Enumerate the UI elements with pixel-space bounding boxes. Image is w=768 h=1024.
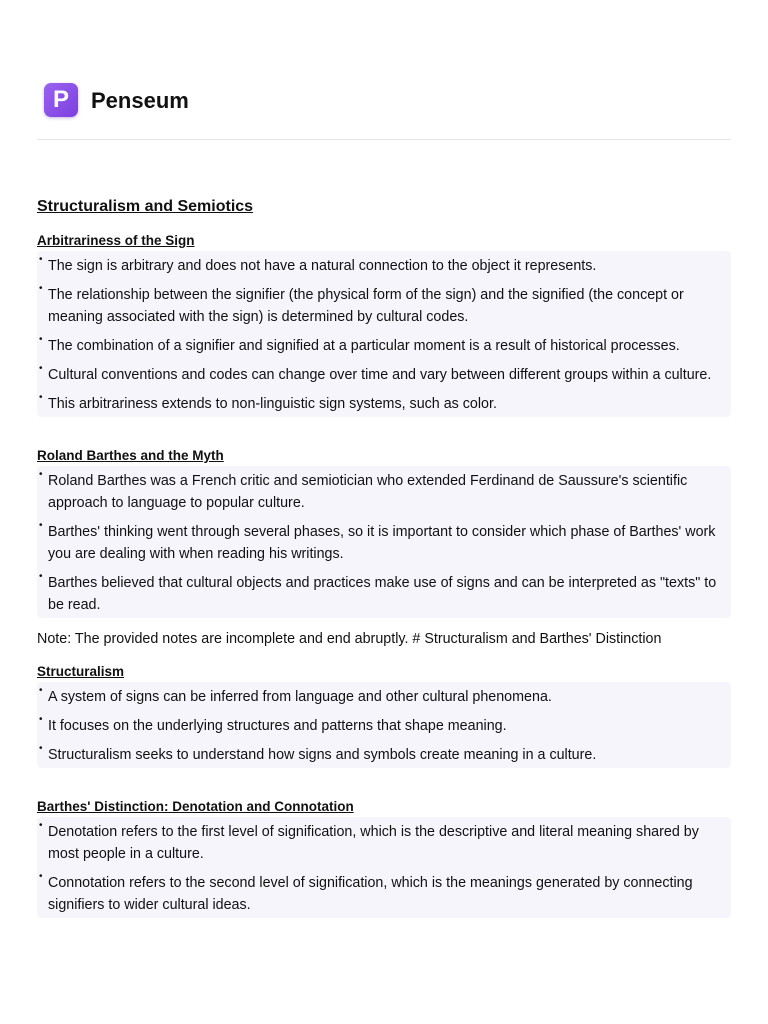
section-heading-structuralism: Structuralism (37, 664, 125, 679)
list-item-text: The sign is arbitrary and does not have a natural connection to the object it represents. (48, 258, 597, 274)
list-item-text: Roland Barthes was a French critic and semiotician who extended Ferdinand de Saussure's scientific approach to language to popular culture. (48, 473, 688, 511)
list-item (39, 392, 721, 415)
document-title: Structuralism and Semiotics (37, 198, 254, 215)
list-item-text: Barthes believed that cultural objects and practices make use of signs and can be interpreted as "texts" to be read. (48, 575, 717, 613)
list-item-text: The combination of a signifier and signified at a particular moment is a result of historical processes. (48, 338, 680, 354)
list-item (39, 469, 721, 514)
bullet-icon: • (39, 820, 43, 831)
section-heading-denotation-connotation: Barthes' Distinction: Denotation and Connotation (37, 799, 354, 814)
list-item (39, 571, 721, 616)
list-item-text: It focuses on the underlying structures and patterns that shape meaning. (48, 718, 507, 734)
list-item-text: Connotation refers to the second level of signification, which is the meanings generated by connecting signifiers to wider cultural ideas. (48, 875, 693, 913)
list-item (39, 871, 721, 916)
penseum-logo-icon[interactable]: P (44, 83, 78, 117)
section-heading-arbitrariness: Arbitrariness of the Sign (37, 233, 195, 248)
list-item (39, 714, 721, 737)
list-item-text: Barthes' thinking went through several phases, so it is important to consider which phase of Barthes' work you are dealing with when reading his writings. (48, 524, 716, 562)
list-item (39, 363, 721, 386)
section-heading-barthes-myth: Roland Barthes and the Myth (37, 448, 224, 463)
list-item (39, 334, 721, 357)
list-item-text: Cultural conventions and codes can change over time and vary between different groups within a culture. (48, 367, 712, 383)
section-panel-arbitrariness (37, 251, 731, 417)
list-item (39, 743, 721, 766)
list-item-text: Structuralism seeks to understand how signs and symbols create meaning in a culture. (48, 747, 597, 763)
list-item (39, 685, 721, 708)
section-panel-barthes-myth (37, 466, 731, 618)
document-content (37, 196, 731, 918)
bullet-icon: • (39, 334, 43, 345)
bullet-icon: • (39, 283, 43, 294)
bullet-icon: • (39, 254, 43, 265)
list-item-text: The relationship between the signifier (the physical form of the sign) and the signified (the concept or meaning associated with the sign) is determined by cultural codes. (48, 287, 684, 325)
bullet-icon: • (39, 743, 43, 754)
list-item (39, 520, 721, 565)
list-item-text: A system of signs can be inferred from language and other cultural phenomena. (48, 689, 552, 705)
bullet-icon: • (39, 571, 43, 582)
bullet-icon: • (39, 871, 43, 882)
list-item (39, 820, 721, 865)
bullet-icon: • (39, 363, 43, 374)
app-header (37, 82, 731, 140)
bullet-icon: • (39, 685, 43, 696)
section-panel-denotation-connotation (37, 817, 731, 918)
list-item-text: Denotation refers to the first level of signification, which is the descriptive and literal meaning shared by most people in a culture. (48, 824, 699, 862)
section-panel-structuralism (37, 682, 731, 768)
bullet-icon: • (39, 714, 43, 725)
bullet-icon: • (39, 392, 43, 403)
bullet-icon: • (39, 469, 43, 480)
note-text: Note: The provided notes are incomplete and end abruptly. # Structuralism and Barthes' Distinction (37, 631, 662, 647)
list-item (39, 283, 721, 328)
list-item (39, 254, 721, 277)
bullet-icon: • (39, 520, 43, 531)
list-item-text: This arbitrariness extends to non-linguistic sign systems, such as color. (48, 396, 497, 412)
brand-name[interactable]: Penseum (91, 88, 189, 113)
